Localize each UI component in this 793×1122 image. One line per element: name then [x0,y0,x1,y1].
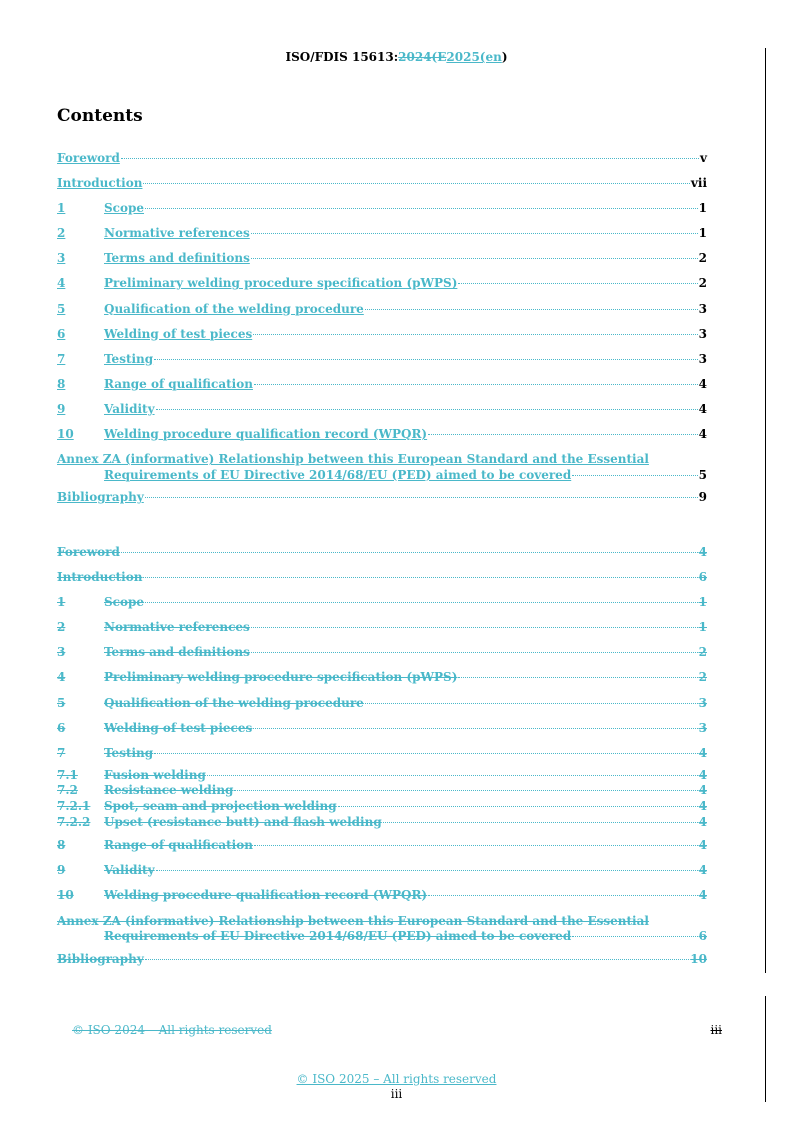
toc-entry-title: Scope [104,595,145,610]
toc-entry-title: Introduction [57,570,143,585]
annex-title-line2: Requirements of EU Directive 2014/68/EU (PED) aimed to be covered [104,929,572,944]
toc-entry-page: 4 [698,401,707,416]
toc-entry[interactable] [57,617,707,642]
toc-entry-title: Validity [104,401,155,416]
toc-entry-title: Normative references [104,620,250,635]
dot-leader [428,434,698,435]
dot-leader [254,845,698,846]
toc-entry-page: 4 [698,888,707,903]
toc-entry-title: Qualification of the welding procedure [104,695,364,710]
dot-leader [143,183,689,184]
dot-leader [154,753,697,754]
footer-deleted [72,1023,722,1037]
dot-leader [121,552,698,553]
dot-leader [365,703,698,704]
toc-entry[interactable] [57,743,707,768]
toc-entry-page: 4 [698,427,707,442]
toc-entry-page: 4 [698,767,707,782]
toc-entry-title: Testing [104,745,154,760]
annex-line2 [57,929,707,945]
toc-entry-title: Welding of test pieces [104,326,253,341]
toc-entry-number: 3 [57,645,66,660]
toc-entry-title: Bibliography [57,951,144,966]
toc-entry-page: 1 [698,226,707,241]
toc-entry[interactable] [57,299,707,324]
toc-entry-title: Introduction [57,176,143,191]
toc-entry-annex-za[interactable] [57,452,707,483]
toc-entry-number: 3 [57,251,66,266]
toc-entry-page: 1 [698,201,707,216]
dot-leader [253,334,697,335]
toc-entry[interactable] [57,248,707,273]
toc-entry-number: 6 [57,326,66,341]
toc-entry[interactable] [57,424,707,449]
toc-entry-page: vii [690,176,707,191]
toc-entry-number: 6 [57,720,66,735]
toc-entry-number: 2 [57,620,66,635]
dot-leader [156,870,698,871]
toc-entry-page: 3 [698,695,707,710]
toc-entry-title: Spot, seam and projection welding [104,799,337,814]
dot-leader [234,790,697,791]
toc-entry[interactable] [57,399,707,424]
toc-entry-number: 7.2.2 [57,814,91,829]
toc-entry[interactable] [57,667,707,692]
toc-entry-number: 4 [57,670,66,685]
toc-entry-title: Welding procedure qualification record (WPQR) [104,888,428,903]
toc-entry-page: v [700,151,707,165]
toc-entry-title: Terms and definitions [104,251,250,266]
footer-current [0,1072,793,1101]
toc-entry-page: 3 [698,351,707,366]
toc-entry-number: 7.2 [57,783,78,798]
dot-leader [428,895,698,896]
toc-entry-page: 4 [698,838,707,853]
toc-entry-bibliography[interactable] [57,487,707,512]
toc-entry-page: 9 [698,490,707,505]
dot-leader [251,627,698,628]
toc-entry[interactable] [57,783,707,799]
toc-entry-number: 4 [57,276,66,291]
footer-copyright-deleted: © ISO 2024 – All rights reserved [72,1023,272,1037]
toc-entry[interactable] [57,324,707,349]
toc-entry-page: 1 [698,595,707,610]
dot-leader [365,309,698,310]
toc-entry-number: 8 [57,838,66,853]
toc-entry-foreword[interactable] [57,148,707,173]
dot-leader [572,936,697,937]
toc-entry-number: 5 [57,301,66,316]
toc-entry-number: 10 [57,427,74,442]
toc-entry[interactable] [57,374,707,399]
toc-entry[interactable] [57,815,707,831]
toc-entry-title: Welding procedure qualification record (WPQR) [104,427,428,442]
toc-entry-title: Terms and definitions [104,645,250,660]
toc-entry-title: Welding of test pieces [104,720,253,735]
toc-entry-page: 1 [698,620,707,635]
toc-entry-number: 2 [57,226,66,241]
toc-entry-page: 4 [698,863,707,878]
dot-leader [156,409,698,410]
toc-entry[interactable] [57,642,707,667]
footer-page-number: iii [390,1087,403,1101]
toc-entry[interactable] [57,349,707,374]
header-prefix: ISO/FDIS 15613: [285,50,399,64]
toc-entry-page: 4 [698,783,707,798]
annex-title-line2: Requirements of EU Directive 2014/68/EU (PED) aimed to be covered [104,467,572,482]
dot-leader [145,497,698,498]
toc-entry[interactable] [57,718,707,743]
toc-entry-page: 3 [698,326,707,341]
toc-entry-page: 2 [698,670,707,685]
toc-entry-introduction[interactable] [57,173,707,198]
dot-leader [458,283,697,284]
toc-current [57,148,707,512]
toc-entry-title: Bibliography [57,490,144,505]
toc-entry-title: Foreword [57,545,120,559]
header-inserted-year: 2025(en [446,50,502,64]
annex-line2 [57,468,707,484]
toc-entry-page: 2 [698,276,707,291]
toc-entry-page: 2 [698,251,707,266]
toc-entry-title: Scope [104,201,145,216]
header-suffix: ) [501,50,508,64]
toc-entry-title: Testing [104,351,154,366]
toc-entry-annex-za[interactable] [57,914,707,945]
toc-entry-number: 7.1 [57,767,78,782]
toc-entry[interactable] [57,768,707,784]
toc-entry-page: 5 [698,467,707,482]
dot-leader [253,728,697,729]
toc-entry-title: Range of qualification [104,838,253,853]
toc-entry[interactable] [57,223,707,248]
toc-entry-title: Foreword [57,151,120,165]
toc-entry-title: Upset (resistance butt) and flash welding [104,814,382,829]
footer-page-number-deleted: iii [710,1023,722,1037]
toc-entry-title: Fusion welding [104,767,206,782]
dot-leader [145,208,698,209]
toc-entry-number: 5 [57,695,66,710]
toc-entry[interactable] [57,273,707,298]
toc-entry-title: Qualification of the welding procedure [104,301,364,316]
document-header [0,50,793,64]
dot-leader [121,158,699,159]
dot-leader [572,475,697,476]
toc-entry-number: 10 [57,888,74,903]
toc-entry-introduction[interactable] [57,567,707,592]
toc-entry[interactable] [57,860,707,885]
dot-leader [154,359,697,360]
toc-entry-number: 7 [57,351,66,366]
toc-entry[interactable] [57,198,707,223]
toc-entry-page: 2 [698,645,707,660]
toc-entry-title: Normative references [104,226,250,241]
dot-leader [458,677,697,678]
dot-leader [383,822,698,823]
toc-entry-number: 7.2.1 [57,799,91,814]
header-deleted-year: 2024(E [398,50,447,64]
dot-leader [145,602,698,603]
revision-bar-top [765,48,766,973]
toc-entry-page: 3 [698,301,707,316]
toc-entry[interactable] [57,885,707,910]
toc-entry-page: 6 [698,929,707,944]
toc-entry-page: 4 [698,799,707,814]
dot-leader [145,959,690,960]
annex-title-line1: Annex ZA (informative) Relationship between this European Standard and the Essential [57,913,649,928]
toc-entry[interactable] [57,592,707,617]
dot-leader [207,775,698,776]
toc-entry[interactable] [57,835,707,860]
toc-entry-number: 9 [57,863,66,878]
toc-entry[interactable] [57,799,707,815]
toc-entry-page: 4 [698,376,707,391]
toc-entry-number: 8 [57,376,66,391]
toc-entry-number: 1 [57,595,66,610]
toc-entry-title: Validity [104,863,155,878]
dot-leader [251,233,698,234]
dot-leader [251,652,698,653]
toc-entry-page: 4 [698,545,707,559]
toc-deleted [57,542,707,974]
toc-entry-page: 4 [698,745,707,760]
contents-title: Contents [57,106,143,126]
toc-entry-page: 10 [690,951,707,966]
toc-entry-title: Resistance welding [104,783,234,798]
toc-entry-page: 6 [698,570,707,585]
toc-entry-number: 1 [57,201,66,216]
toc-entry-bibliography[interactable] [57,949,707,974]
dot-leader [251,258,698,259]
toc-entry-number: 9 [57,401,66,416]
toc-entry-number: 7 [57,745,66,760]
dot-leader [143,577,697,578]
toc-entry-foreword[interactable] [57,542,707,567]
toc-entry-title: Preliminary welding procedure specification (pWPS) [104,276,458,291]
toc-entry-page: 3 [698,720,707,735]
toc-entry-title: Preliminary welding procedure specification (pWPS) [104,670,458,685]
toc-entry-page: 4 [698,814,707,829]
toc-entry[interactable] [57,693,707,718]
annex-title-line1: Annex ZA (informative) Relationship between this European Standard and the Essential [57,452,649,467]
dot-leader [254,384,698,385]
footer-copyright: © ISO 2025 – All rights reserved [296,1072,497,1086]
toc-entry-title: Range of qualification [104,376,253,391]
dot-leader [338,806,698,807]
